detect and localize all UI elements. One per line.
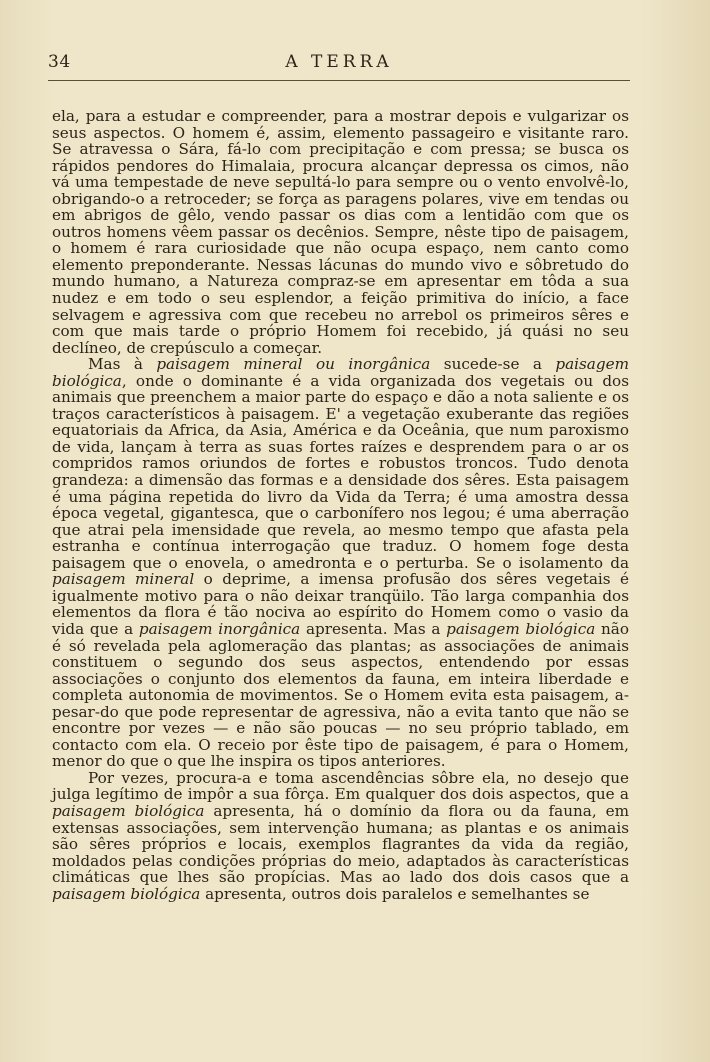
paragraph	[52, 770, 629, 902]
text-run: apresenta, outros dois paralelos e semelhantes se	[200, 884, 590, 903]
text-run: ela, para a estudar e compreender, para a mostrar depois e vulgarizar os seus aspectos. O homem é, assim, elemento passageiro e visitante raro. Se atravessa o Sára, fá-lo com precipitação e com pressa; se busca os rápidos pendores do Himalaia, procura alcançar depressa os cimos, não vá uma tempestade de neve sepultá-lo para sempre ou o vento envolvê-lo, obrigando-o a retroceder; se força as paragens polares, vive em tendas ou em abrigos de gêlo, vendo passar os dias com a lentidão com que os outros homens vêem passar os decênios. Sempre, nêste tipo de paisagem, o homem é rara curiosidade que não ocupa espaço, nem canto como elemento preponderante. Nessas lácunas do mundo vivo e sôbretudo do mundo humano, a Natureza compraz-se em apresentar em tôda a sua nudez e em todo o seu esplendor, a feição primitiva do início, a face selvagem e agressiva com que recebeu no arrebol os primeiros sêres e com que mais tarde o próprio Homem foi recebido, já quási no seu declíneo, de crepúsculo a começar.	[52, 107, 629, 357]
header-divider	[48, 80, 630, 81]
italic-term: paisagem biológica	[52, 801, 205, 820]
body-text	[52, 108, 629, 902]
text-run: Por vezes, procura-a e toma ascendências sôbre ela, no desejo que julga legítimo de impôr a sua fôrça. Em qualquer dos dois aspectos, que a	[52, 768, 629, 804]
italic-term: paisagem biológica	[52, 355, 629, 390]
italic-term: paisagem inorgânica	[138, 619, 301, 638]
text-run: apresenta. Mas a	[300, 619, 447, 638]
paragraph	[52, 108, 629, 356]
page-header	[48, 52, 630, 78]
italic-term: paisagem mineral ou inorgânica	[156, 355, 431, 374]
text-run: Mas à	[88, 355, 157, 374]
italic-term: paisagem biológica	[52, 884, 201, 903]
text-run: , onde o dominante é a vida organizada dos vegetais ou dos animais que preenchem a maior parte do espaço e dão a nota saliente e os traços característicos à paisagem. E' a vegetação exuberante das regiões equatoriais da Africa, da Asia, América e da Oceânia, que num paroxismo de vida, lançam à terra as suas fortes raízes e desprendem para o ar os compridos ramos oriundos de fortes e robustos troncos. Tudo denota grandeza: a dimensão das formas e a densidade dos sêres. Esta paisagem é uma página repetida do livro da Vida da Terra; é uma amostra dessa época vegetal, gigantesca, que o carbonífero nos legou; é uma aberração que atrai pela imensidade que revela, ao mesmo tempo que afasta pela estranha e contínua interrogação que traduz. O homem foge desta paisagem que o enovela, o amedronta e o perturba. Se o isolamento da	[52, 371, 629, 572]
italic-term: paisagem mineral	[52, 570, 195, 589]
text-run: o deprime, a imensa profusão dos sêres vegetais é igualmente motivo para o não deixar tranqüilo. Tão larga companhia dos elementos da flora é tão nociva ao espírito do Homem como o vasio da vida que a	[52, 570, 630, 638]
text-run: apresenta, há o domínio da flora ou da fauna, em extensas associações, sem intervenção humana; as plantas e os animais são sêres próprios e locais, exemplos flagrantes da vida da região, moldados pelas condições próprias do meio, adaptados às características climáticas que lhes são propícias. Mas ao lado dos dois casos que a	[52, 801, 629, 887]
page-number: 34	[48, 52, 71, 72]
text-run: não é só revelada pela aglomeração das plantas; as associações de animais constituem o segundo dos seus aspectos, entendendo por essas associações o conjunto dos elementos da fauna, em inteira liberdade e completa autonomia de movimentos. Se o Homem evita esta paisagem, a-pesar-do que pode representar de agressiva, não a evita tanto que não se encontre por vezes — e não são poucas — no seu próprio tablado, em contacto com ela. O receio por êste tipo de paisagem, é para o Homem, menor do que o que lhe inspira os tipos anteriores.	[52, 619, 629, 771]
text-run: sucede-se a	[430, 355, 556, 374]
running-title: A TERRA	[285, 52, 393, 72]
paragraph	[52, 356, 629, 770]
italic-term: paisagem biológica	[446, 619, 596, 638]
